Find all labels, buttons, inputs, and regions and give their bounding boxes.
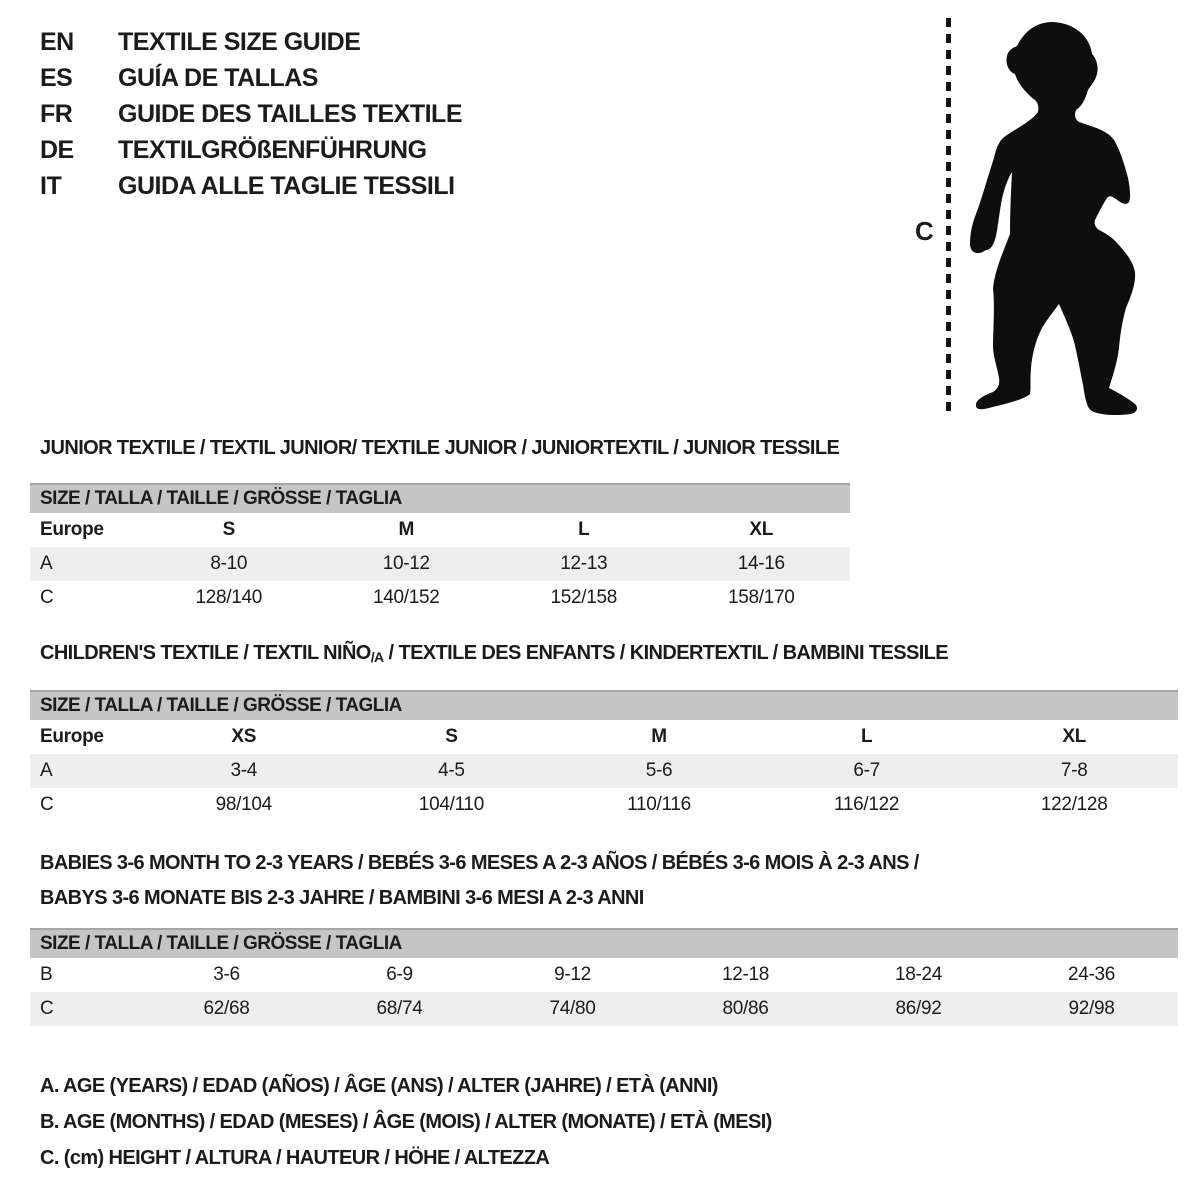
row-label: C: [40, 998, 54, 1019]
cell: 18-24: [894, 964, 943, 985]
language-title: GUÍA DE TALLAS: [118, 63, 318, 92]
legend-line-c: C. (cm) HEIGHT / ALTURA / HAUTEUR / HÖHE / ALTEZZA: [40, 1147, 550, 1169]
table-row: [30, 581, 850, 615]
table-row: [30, 720, 1178, 754]
babies-section-title: [40, 846, 919, 916]
junior-section-title: JUNIOR TEXTILE / TEXTIL JUNIOR/ TEXTILE JUNIOR / JUNIORTEXTIL / JUNIOR TESSILE: [40, 437, 840, 459]
language-title: GUIDA ALLE TAGLIE TESSILI: [118, 171, 455, 200]
table-row: [30, 754, 1178, 788]
row-label: Europe: [40, 726, 104, 747]
height-measure-dashed-line: [946, 18, 951, 416]
cell: 74/80: [549, 998, 596, 1019]
row-label: C: [40, 587, 54, 608]
cell: 9-12: [554, 964, 591, 985]
row-label: B: [40, 964, 53, 985]
language-title: GUIDE DES TAILLES TEXTILE: [118, 99, 463, 128]
cell: 98/104: [215, 794, 272, 815]
cell: L: [860, 726, 873, 747]
row-label: A: [40, 553, 53, 574]
table-row: [30, 513, 850, 547]
table-row: [30, 547, 850, 581]
cell: 6-9: [386, 964, 413, 985]
cell: 116/122: [834, 794, 900, 815]
language-row: [40, 132, 462, 168]
cell: 8-10: [210, 553, 248, 574]
measurement-legend: [40, 1068, 772, 1176]
cell: S: [222, 519, 235, 540]
cell: 10-12: [382, 553, 430, 574]
cell: 6-7: [853, 760, 880, 781]
row-label: Europe: [40, 519, 104, 540]
cell: 62/68: [203, 998, 250, 1019]
cell: 12-18: [721, 964, 770, 985]
size-header-bar: SIZE / TALLA / TAILLE / GRÖSSE / TAGLIA: [30, 928, 1178, 958]
legend-line-b: B. AGE (MONTHS) / EDAD (MESES) / ÂGE (MOIS) / ALTER (MONATE) / ETÀ (MESI): [40, 1111, 772, 1133]
language-code: IT: [40, 171, 62, 200]
cell: 5-6: [645, 760, 673, 781]
babies-size-table: [30, 928, 1178, 1026]
cell: XL: [749, 519, 774, 540]
cell: 4-5: [438, 760, 465, 781]
cell: 140/152: [372, 587, 440, 608]
toddler-silhouette-image: [955, 12, 1150, 417]
cell: 104/110: [418, 794, 484, 815]
table-row: [30, 788, 1178, 822]
language-row: [40, 24, 462, 60]
cell: 122/128: [1040, 794, 1108, 815]
language-code: DE: [40, 135, 74, 164]
cell: 158/170: [727, 587, 795, 608]
cell: 24-36: [1067, 964, 1116, 985]
cell: S: [445, 726, 458, 747]
cell: 110/116: [627, 794, 691, 815]
language-row: [40, 96, 462, 132]
height-measure-label: C: [915, 216, 934, 246]
cell: 3-6: [213, 964, 240, 985]
language-title: TEXTILGRÖßENFÜHRUNG: [118, 135, 427, 164]
babies-title-line2: BABYS 3-6 MONATE BIS 2-3 JAHRE / BAMBINI 3-6 MESI A 2-3 ANNI: [40, 887, 644, 909]
language-row: [40, 60, 462, 96]
cell: 152/158: [550, 587, 618, 608]
cell: M: [398, 519, 415, 540]
language-code: FR: [40, 99, 73, 128]
children-section-title: CHILDREN'S TEXTILE / TEXTIL NIÑO/A / TEXTILE DES ENFANTS / KINDERTEXTIL / BAMBINI TESSILE: [40, 642, 949, 665]
size-header-bar: SIZE / TALLA / TAILLE / GRÖSSE / TAGLIA: [30, 690, 1178, 720]
table-row: [30, 958, 1178, 992]
cell: 7-8: [1060, 760, 1088, 781]
language-list: [40, 24, 462, 204]
cell: 80/86: [722, 998, 769, 1019]
cell: 128/140: [195, 587, 263, 608]
cell: XS: [231, 726, 257, 747]
cell: M: [651, 726, 667, 747]
language-code: EN: [40, 27, 74, 56]
table-row: [30, 992, 1178, 1026]
language-code: ES: [40, 63, 73, 92]
cell: XL: [1062, 726, 1087, 747]
size-header-bar: SIZE / TALLA / TAILLE / GRÖSSE / TAGLIA: [30, 483, 850, 513]
cell: 92/98: [1068, 998, 1115, 1019]
cell: 86/92: [895, 998, 942, 1019]
cell: 3-4: [230, 760, 258, 781]
cell: 68/74: [376, 998, 423, 1019]
row-label: C: [40, 794, 54, 815]
cell: 12-13: [560, 553, 608, 574]
junior-size-table: [30, 483, 850, 615]
language-title: TEXTILE SIZE GUIDE: [118, 27, 361, 56]
babies-title-line1: BABIES 3-6 MONTH TO 2-3 YEARS / BEBÉS 3-6 MESES A 2-3 AÑOS / BÉBÉS 3-6 MOIS À 2-3 ANS /: [40, 852, 919, 874]
legend-line-a: A. AGE (YEARS) / EDAD (AÑOS) / ÂGE (ANS) / ALTER (JAHRE) / ETÀ (ANNI): [40, 1075, 718, 1097]
cell: L: [578, 519, 590, 540]
row-label: A: [40, 760, 53, 781]
children-size-table: [30, 690, 1178, 822]
cell: 14-16: [737, 553, 785, 574]
language-row: [40, 168, 462, 204]
